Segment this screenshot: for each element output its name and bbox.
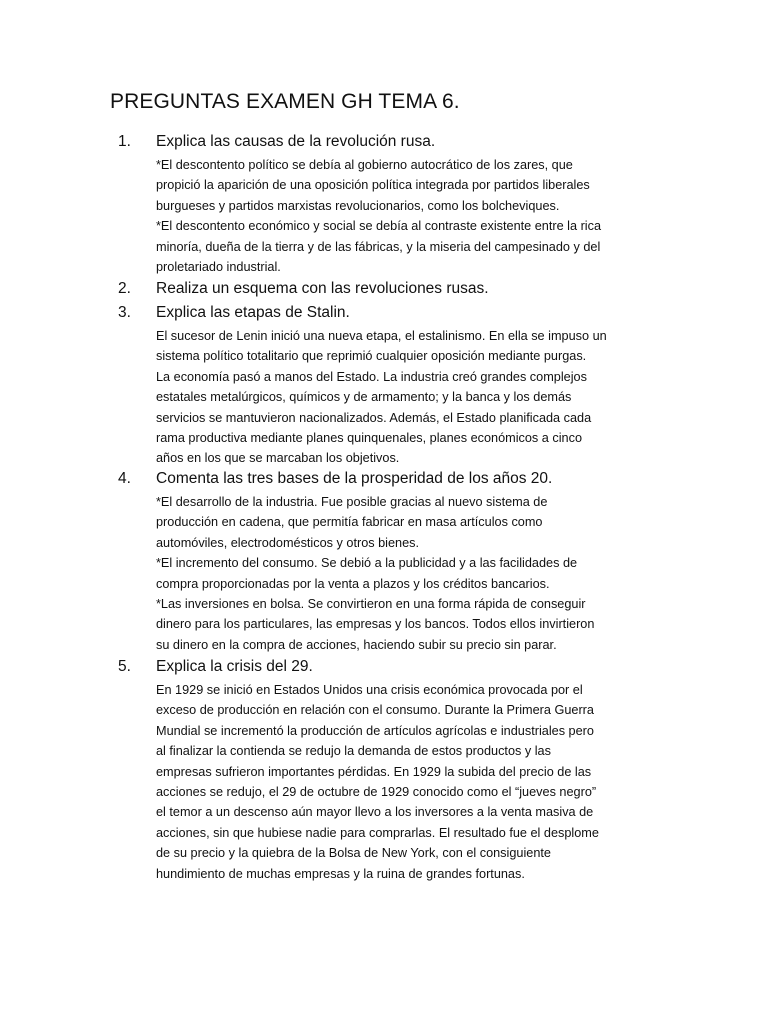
answer-line: automóviles, electrodomésticos y otros bienes. [156, 535, 420, 550]
answer-line: acciones se redujo, el 29 de octubre de 1929 conocido como el “jueves negro” [156, 785, 597, 799]
question-text: Explica la crisis del 29. [156, 658, 313, 675]
answer-line: exceso de producción en relación con el consumo. Durante la Primera Guerra [156, 703, 594, 718]
question-text: Explica las causas de la revolución rusa. [156, 133, 436, 150]
question-number: 1. [118, 133, 131, 150]
question-number: 3. [118, 304, 131, 321]
answer-line: compra proporcionadas por la venta a plazos y los créditos bancarios. [156, 576, 550, 591]
answer-line: sistema político totalitario que reprimió cualquier oposición mediante purgas. [156, 349, 587, 364]
answer-line: al finalizar la contienda se redujo la demanda de estos productos y las [156, 744, 551, 759]
answer-line: *El incremento del consumo. Se debió a la publicidad y a las facilidades de [156, 556, 578, 571]
answer-line: proletariado industrial. [156, 260, 281, 274]
answer-line: La economía pasó a manos del Estado. La industria creó grandes complejos [156, 369, 587, 384]
answer-line: minoría, dueña de la tierra y de las fábricas, y la miseria del campesinado y del [156, 239, 601, 254]
answer-line: su dinero en la compra de acciones, haciendo subir su precio sin parar. [156, 637, 557, 652]
answer-line: de su precio y la quiebra de la Bolsa de New York, con el consiguiente [156, 846, 551, 861]
answer-line: propició la aparición de una oposición política integrada por partidos liberales [156, 178, 590, 193]
document-title: PREGUNTAS EXAMEN GH TEMA 6. [110, 90, 460, 113]
question-number: 2. [118, 280, 131, 297]
question-text: Realiza un esquema con las revoluciones rusas. [156, 280, 489, 297]
answer-line: *El descontento económico y social se debía al contraste existente entre la rica [156, 219, 602, 234]
question-number: 4. [118, 470, 131, 487]
answer-line: En 1929 se inició en Estados Unidos una crisis económica provocada por el [156, 683, 583, 697]
answer-line: el temor a un descenso aún mayor llevo a los inversores a la venta masiva de [156, 805, 594, 820]
question-number: 5. [118, 658, 131, 675]
answer-line: dinero para los particulares, las empresas y los bancos. Todos ellos invirtieron [156, 617, 595, 632]
answer-line: producción en cadena, que permitía fabricar en masa artículos como [156, 515, 543, 530]
answer-line: años en los que se marcaban los objetivos. [156, 451, 400, 466]
answer-line: acciones, sin que hubiese nadie para comprarlas. El resultado fue el desplome [156, 825, 599, 840]
answer-line: rama productiva mediante planes quinquenales, planes económicos a cinco [156, 431, 582, 445]
answer-line: *Las inversiones en bolsa. Se convirtieron en una forma rápida de conseguir [156, 597, 586, 611]
question-text: Explica las etapas de Stalin. [156, 304, 350, 321]
answer-line: servicios se mantuvieron nacionalizados. Además, el Estado planificada cada [156, 410, 592, 425]
answer-line: empresas sufrieron importantes pérdidas. En 1929 la subida del precio de las [156, 764, 592, 779]
answer-line: *El desarrollo de la industria. Fue posible gracias al nuevo sistema de [156, 495, 548, 509]
answer-line: burgueses y partidos marxistas revolucionarios, como los bolcheviques. [156, 198, 560, 213]
answer-line: *El descontento político se debía al gobierno autocrático de los zares, que [156, 158, 573, 172]
answer-line: estatales metalúrgicos, químicos y de armamento; y la banca y los demás [156, 390, 572, 405]
answer-line: Mundial se incrementó la producción de artículos agrícolas e industriales pero [156, 723, 594, 738]
question-text: Comenta las tres bases de la prosperidad de los años 20. [156, 470, 553, 487]
answer-line: hundimiento de muchas empresas y la ruina de grandes fortunas. [156, 866, 525, 881]
answer-line: El sucesor de Lenin inició una nueva etapa, el estalinismo. En ella se impuso un [156, 329, 607, 343]
